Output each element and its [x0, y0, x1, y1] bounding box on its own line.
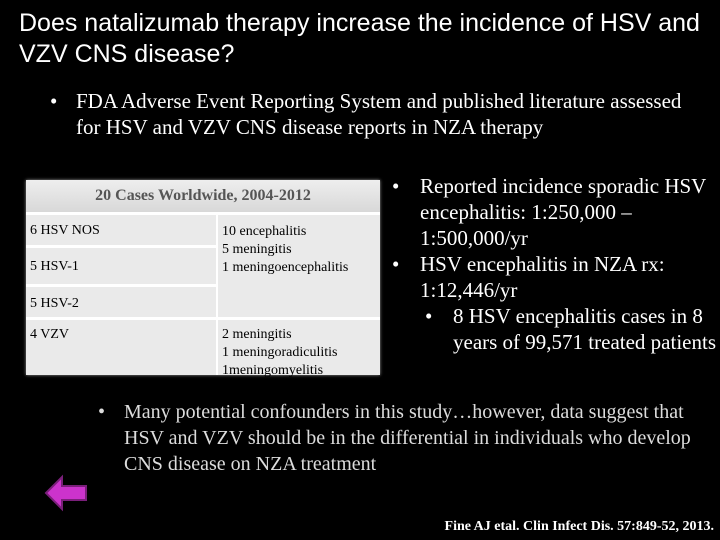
conclusion-list: [98, 399, 698, 477]
table-cell-group: [218, 215, 380, 317]
intro-bullet: • FDA Adverse Event Reporting System and published literature assessed for HSV and VZV CNS disease reports in NZA therapy: [50, 88, 710, 140]
table-line: 10 encephalitis: [222, 224, 307, 239]
back-arrow-icon[interactable]: [44, 474, 88, 512]
table-line: 1meningomyelitis: [222, 363, 324, 378]
incidence-sub-bullet: [425, 303, 718, 355]
sub-bullet-text: • 8 HSV encephalitis cases in 8 years of 99,571 treated patients: [453, 304, 716, 354]
table-line: 1 meningoencephalitis: [222, 260, 349, 275]
table-cell: 5 HSV-2: [26, 287, 216, 317]
table-header: 20 Cases Worldwide, 2004-2012: [26, 180, 380, 212]
table-line: 2 meningitis: [222, 327, 292, 342]
incidence-list: [392, 173, 718, 355]
table-cell: 5 HSV-1: [26, 248, 216, 284]
slide-title: Does natalizumab therapy increase the incidence of HSV and VZV CNS disease?: [19, 9, 700, 68]
incidence-bullet: • HSV encephalitis in NZA rx: 1:12,446/yr: [392, 251, 718, 303]
table-cell: 6 HSV NOS: [26, 215, 216, 245]
table-line: 1 meningoradiculitis: [222, 345, 338, 360]
table-cell-group: [218, 320, 380, 378]
citation: Fine AJ etal. Clin Infect Dis. 57:849-52, 2013.: [444, 519, 714, 534]
table-line: 5 meningitis: [222, 242, 292, 257]
cases-table: [26, 180, 380, 378]
intro-list: [50, 88, 710, 140]
conclusion-bullet: • Many potential confounders in this study…however, data suggest that HSV and VZV should be in the differential in individuals who develop CNS disease on NZA treatment: [98, 399, 698, 477]
table-cell: 4 VZV: [26, 320, 216, 375]
incidence-bullet: • Reported incidence sporadic HSV encephalitis: 1:250,000 – 1:500,000/yr: [392, 173, 718, 251]
